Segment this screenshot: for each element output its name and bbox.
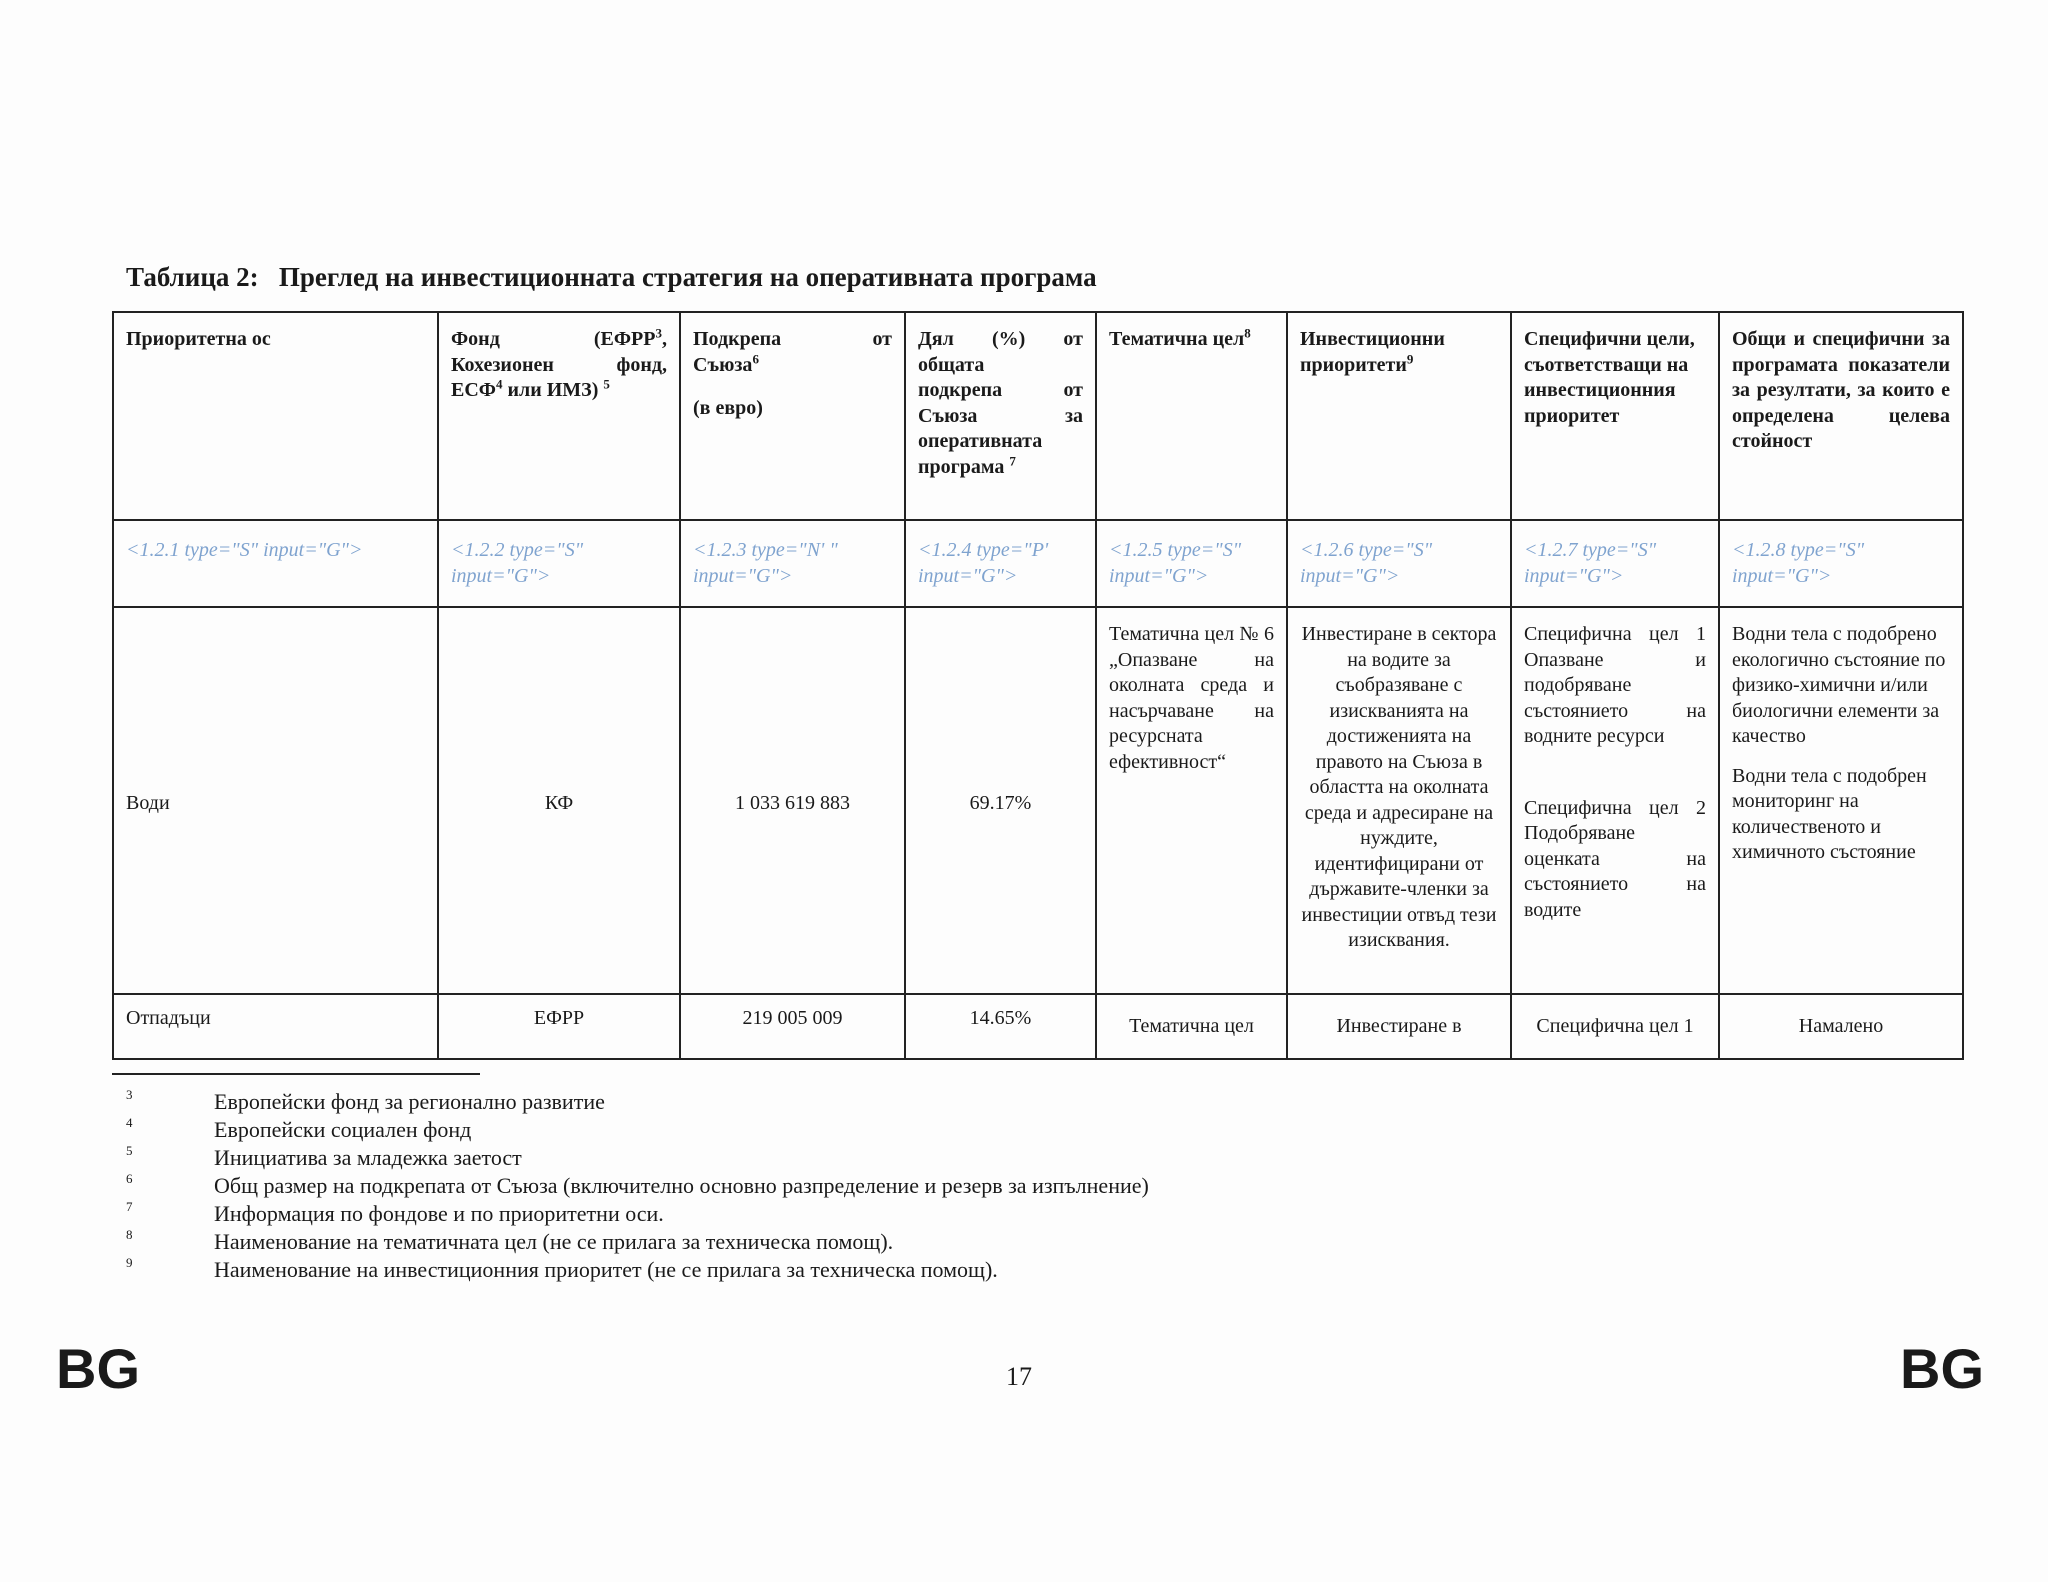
header-fund: Фонд (ЕФРР$^3$, Кохезионен фонд, ЕСФ$^4$ или ИМЗ) $^5$ [438, 312, 680, 520]
header-thematic-goal: Тематична цел$^8$ [1096, 312, 1287, 520]
investment-strategy-table [112, 311, 1964, 1060]
page-number: 17 [1006, 1362, 1032, 1391]
cell-indicators: Намалено [1719, 994, 1963, 1059]
header-row [113, 312, 1963, 520]
cell-investment-priority: Инвестиране в [1287, 994, 1511, 1059]
specific-goal-1: Специфична цел 1 Опазване и подобряване състоянието на водните ресурси [1524, 623, 1706, 747]
header-priority-axis: Приоритетна ос [113, 312, 438, 520]
table-row [113, 994, 1963, 1059]
cell-specific-goals: Специфична цел 1 [1511, 994, 1719, 1059]
indicator-2: Водни тела с подобрен мониторинг на количественото и химичното състояние [1732, 764, 1927, 863]
cell-share: 14.65% [905, 994, 1096, 1059]
cell-axis: Отпадъци [113, 994, 438, 1059]
header-eu-support: Подкрепа от Съюза$^6$ (в евро) [680, 312, 905, 520]
cell-thematic-goal: Тематична цел [1096, 994, 1287, 1059]
field-tag-row [113, 520, 1963, 607]
cell-investment-priority: Инвестиране в сектора на водите за съобразяване с изискванията на достиженията на правото на Съюза в областта на околната среда и адресиране на нуждите, идентифицирани от държавите-членки за инвестиции отвъд тези изисквания. [1287, 607, 1511, 994]
cell-indicators [1719, 607, 1963, 994]
language-code-right: BG [1900, 1337, 1984, 1400]
field-tag: <1.2.8 type="S" input="G"> [1719, 520, 1963, 607]
indicator-1: Водни тела с подобрено екологично състояние по физико-химични и/или биологични елементи за качество [1732, 623, 1946, 747]
field-tag: <1.2.2 type="S" input="G"> [438, 520, 680, 607]
field-tag: <1.2.4 type="P' input="G"> [905, 520, 1096, 607]
field-tag: <1.2.7 type="S" input="G"> [1511, 520, 1719, 607]
header-share: Дял (%) от общата подкрепа от Съюза за оперативната програма $^7$ [905, 312, 1096, 520]
field-tag: <1.2.3 type="N' " input="G"> [680, 520, 905, 607]
table-row [113, 607, 1963, 994]
cell-share: 69.17% [905, 607, 1096, 994]
language-code-left: BG [56, 1337, 140, 1400]
specific-goal-2: Специфична цел 2 Подобряване оценката на състоянието на водите [1524, 796, 1706, 921]
field-tag: <1.2.5 type="S" input="G"> [1096, 520, 1287, 607]
header-specific-goals: Специфични цели, съответстващи на инвестиционния приоритет [1511, 312, 1719, 520]
cell-fund: ЕФРР [438, 994, 680, 1059]
cell-specific-goals [1511, 607, 1719, 994]
cell-thematic-goal: Тематична цел № 6 „Опазване на околната среда и насърчаване на ресурсната ефективност“ [1096, 607, 1287, 994]
cell-support: 1 033 619 883 [680, 607, 905, 994]
cell-axis: Води [113, 607, 438, 994]
footnote-divider [112, 1073, 480, 1075]
cell-support: 219 005 009 [680, 994, 905, 1059]
field-tag: <1.2.6 type="S" input="G"> [1287, 520, 1511, 607]
header-investment-priorities: Инвестиционни приоритети$^9$ [1287, 312, 1511, 520]
table-title: Таблица 2: Преглед на инвестиционната стратегия на оперативната програма [126, 262, 1097, 292]
field-tag: <1.2.1 type="S" input="G"> [113, 520, 438, 607]
cell-fund: КФ [438, 607, 680, 994]
header-indicators: Общи и специфични за програмата показатели за резултати, за които е определена целева стойност [1719, 312, 1963, 520]
